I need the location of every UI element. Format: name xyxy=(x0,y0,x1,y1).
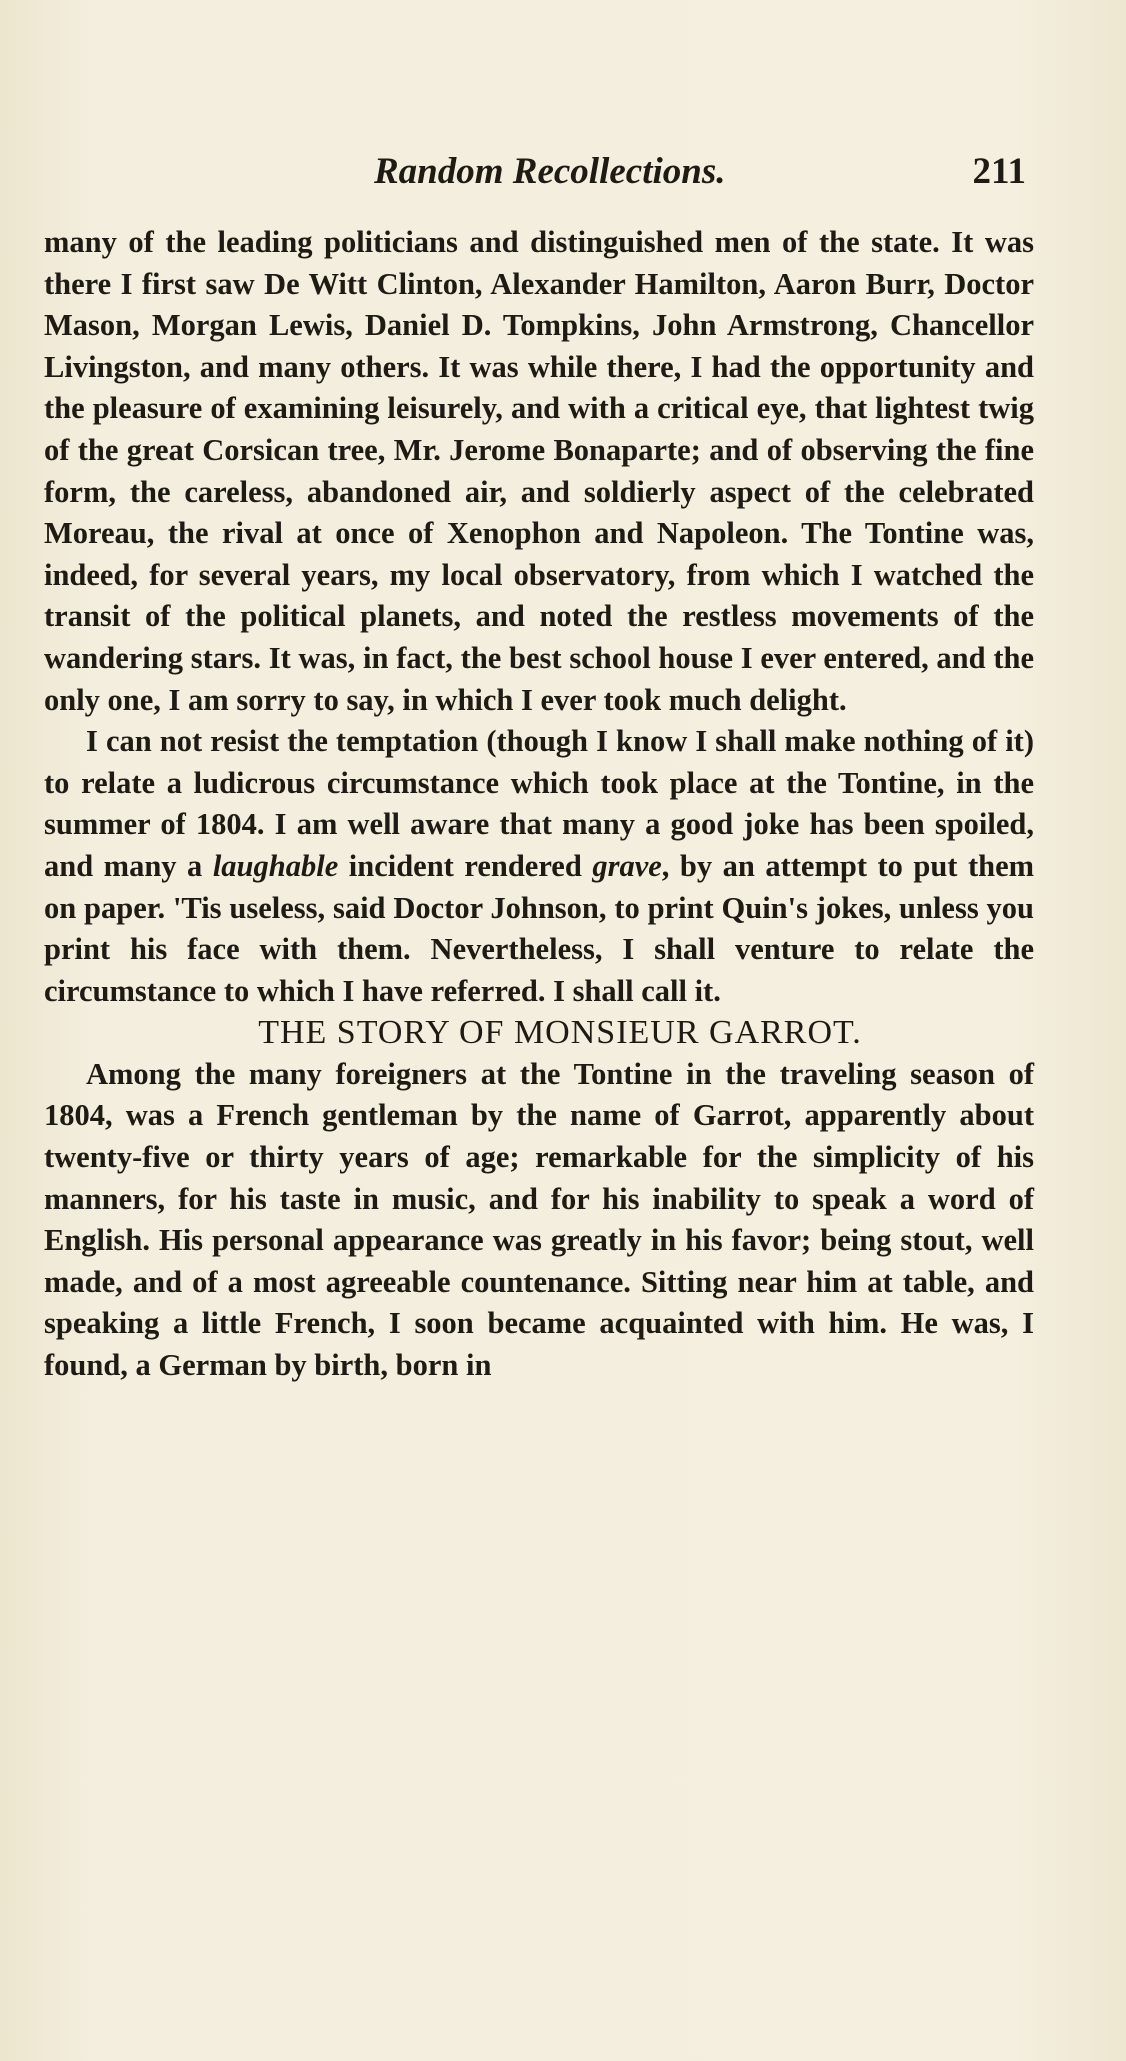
page-number: 211 xyxy=(972,151,1026,192)
emphasis-grave: grave xyxy=(592,848,662,883)
section-heading: THE STORY OF MONSIEUR GARROT. xyxy=(258,1014,862,1052)
paragraph-1: many of the leading politicians and distinguished men of the state. It was there I first saw De Witt Clinton, Alexander Hamilton, Aaron Burr, Doctor Mason, Morgan Lewis, Daniel D. Tompkins, John Armstrong, Chancellor Livingston, and many others. It was while there, I had the opportunity and the pleasure of examining leisurely, and with a critical eye, that lightest twig of the great Corsican tree, Mr. Jerome Bonaparte; and of observing the fine form, the careless, abandoned air, and soldierly aspect of the celebrated Moreau, the rival at once of Xenophon and Napoleon. The Tontine was, indeed, for several years, my local observatory, from which I watched the transit of the political planets, and noted the restless movements of the wandering stars. It was, in fact, the best school house I ever entered, and the only one, I am sorry to say, in which I ever took much delight. xyxy=(44,225,1034,717)
paragraph-2-text-a: I can not resist the temptation (though I know I shall make nothing of it) to relate a ludicrous circumstance which took place at the Tontine, in the summer of 1804. I am well aware that many a good joke has been spoiled, and many a xyxy=(44,724,1034,883)
paragraph-3: Among the many foreigners at the Tontine in the traveling season of 1804, was a French gentleman by the name of Garrot, apparently about twenty-five or thirty years of age; remarkable for the simplicity of his manners, for his taste in music, and for his inability to speak a word of English. His personal appearance was greatly in his favor; being stout, well made, and of a most agreeable countenance. Sitting near him at table, and speaking a little French, I soon became acquainted with him. He was, I found, a German by birth, born in xyxy=(44,1056,1034,1383)
running-head xyxy=(44,150,1044,200)
paragraph-2-text-c: , by an attempt to put them on paper. 'Tis useless, said Doctor Johnson, to print Quin's jokes, unless you print his face with them. Nevertheless, I shall venture to relate the circumstance to which I have referred. I shall call it. xyxy=(44,848,1035,1008)
paragraph-2 xyxy=(44,721,1034,1012)
body-text xyxy=(44,222,1034,1387)
running-title: Random Recollections. xyxy=(374,151,726,192)
paragraph-2-text-b: incident rendered xyxy=(348,848,582,883)
emphasis-laughable: laughable xyxy=(212,848,339,883)
